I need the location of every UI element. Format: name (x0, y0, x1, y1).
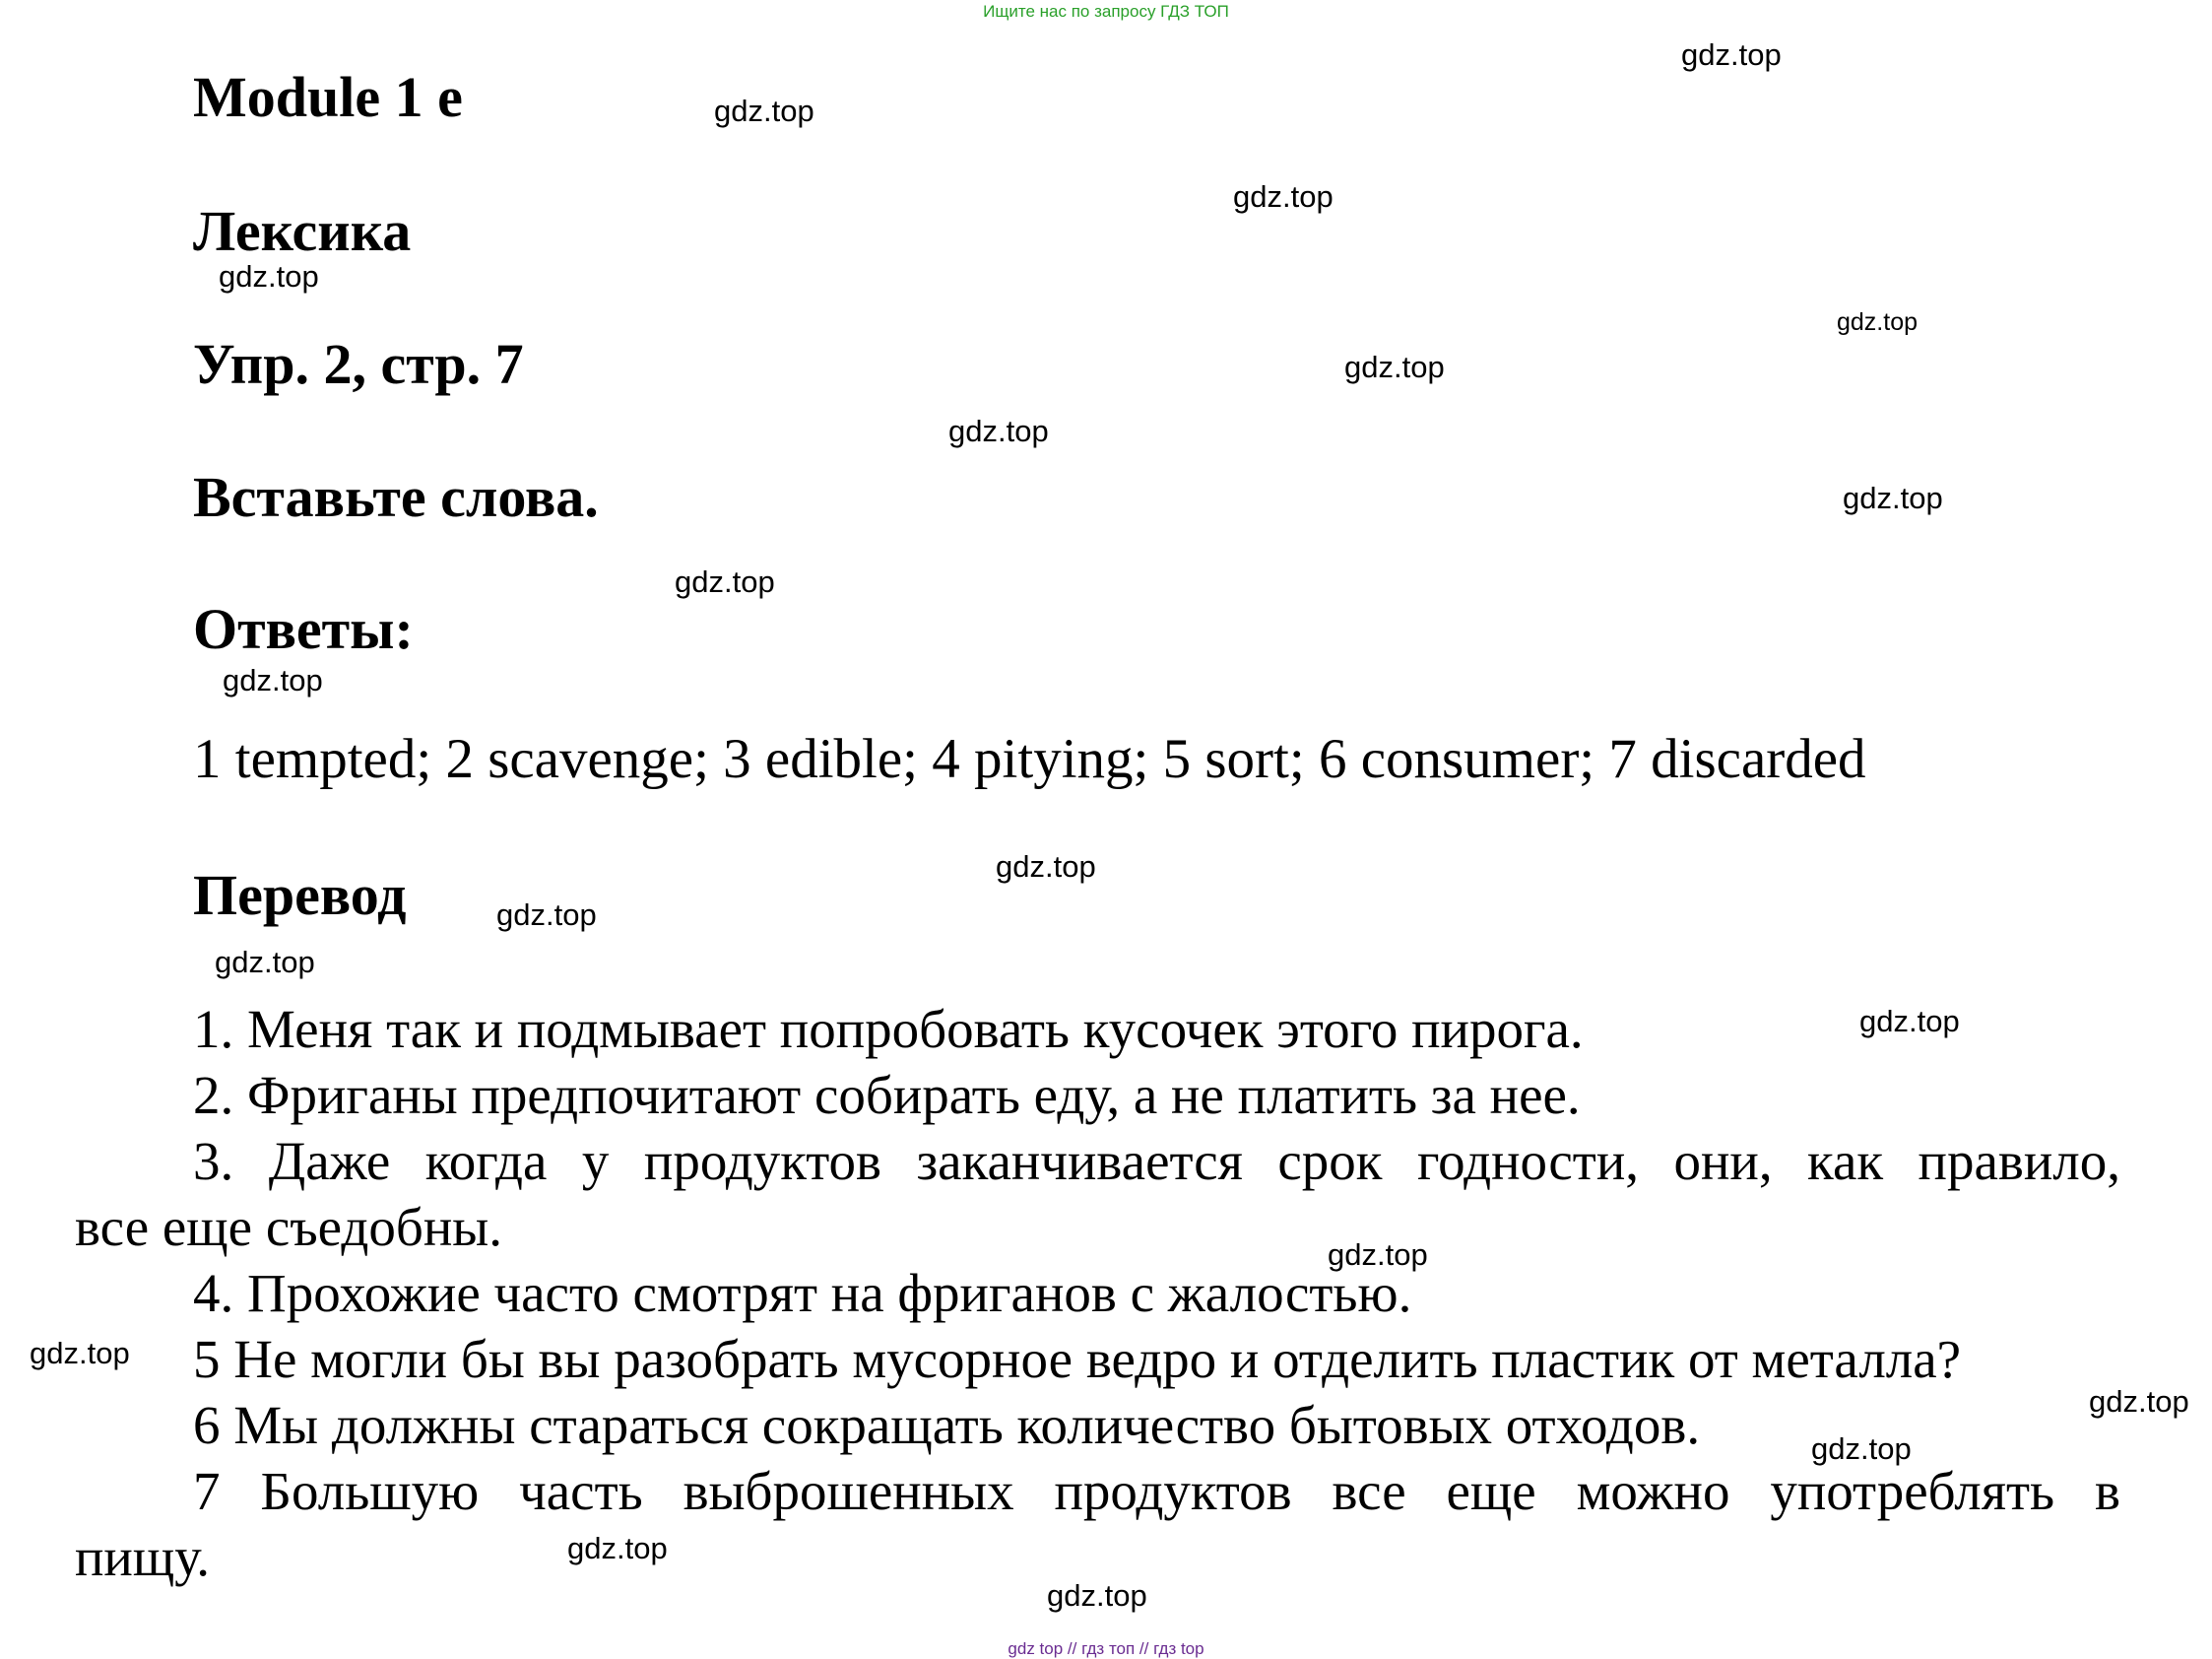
watermark: gdz.top (2089, 1384, 2189, 1419)
watermark: gdz.top (30, 1336, 130, 1370)
translation-sentence-6: 6 Мы должны стараться сокращать количество бытовых отходов. (193, 1395, 1701, 1455)
watermark: gdz.top (215, 945, 315, 979)
watermark: gdz.top (675, 564, 775, 599)
watermark: gdz.top (714, 94, 814, 128)
watermark: gdz.top (496, 897, 597, 932)
watermark: gdz.top (948, 414, 1049, 448)
watermark: gdz.top (1843, 481, 1943, 515)
translation-sentence-4: 4. Прохожие часто смотрят на фриганов с жалостью. (193, 1263, 1412, 1323)
watermark: gdz.top (996, 849, 1096, 884)
watermark: gdz.top (567, 1531, 668, 1565)
translation-sentence-7-line-1: 7 Большую часть выброшенных продуктов все еще можно употреблять в (193, 1461, 2120, 1521)
watermark: gdz.top (1837, 308, 1919, 336)
watermark: gdz.top (1233, 179, 1334, 214)
task-title: Вставьте слова. (193, 465, 599, 529)
translation-sentence-3-line-2: все еще съедобны. (75, 1197, 502, 1257)
watermark: gdz.top (1328, 1237, 1428, 1272)
translation-title: Перевод (193, 863, 407, 927)
answers-title: Ответы: (193, 597, 414, 661)
footer-links: gdz top // гдз топ // гдз top (1008, 1639, 1204, 1658)
watermark: gdz.top (1047, 1578, 1147, 1613)
translation-sentence-7-line-2: пищу. (75, 1527, 210, 1587)
translation-sentence-2: 2. Фриганы предпочитают собирать еду, а не платить за нее. (193, 1065, 1581, 1125)
exercise-title: Упр. 2, стр. 7 (193, 332, 524, 396)
section-title: Лексика (193, 199, 412, 263)
module-title: Module 1 e (193, 65, 463, 129)
watermark: gdz.top (1344, 350, 1445, 384)
watermark: gdz.top (1859, 1004, 1960, 1038)
watermark: gdz.top (219, 259, 319, 294)
watermark: gdz.top (223, 663, 323, 697)
watermark: gdz.top (1681, 37, 1782, 72)
top-banner: Ищите нас по запросу ГДЗ ТОП (983, 2, 1229, 21)
answers-text: 1 tempted; 2 scavenge; 3 edible; 4 pitying; 5 sort; 6 consumer; 7 discarded (193, 728, 1866, 790)
translation-sentence-1: 1. Меня так и подмывает попробовать кусочек этого пирога. (193, 999, 1584, 1059)
watermark: gdz.top (1811, 1431, 1912, 1466)
translation-sentence-5: 5 Не могли бы вы разобрать мусорное ведро и отделить пластик от металла? (193, 1329, 1962, 1389)
translation-sentence-3-line-1: 3. Даже когда у продуктов заканчивается срок годности, они, как правило, (193, 1131, 2120, 1191)
